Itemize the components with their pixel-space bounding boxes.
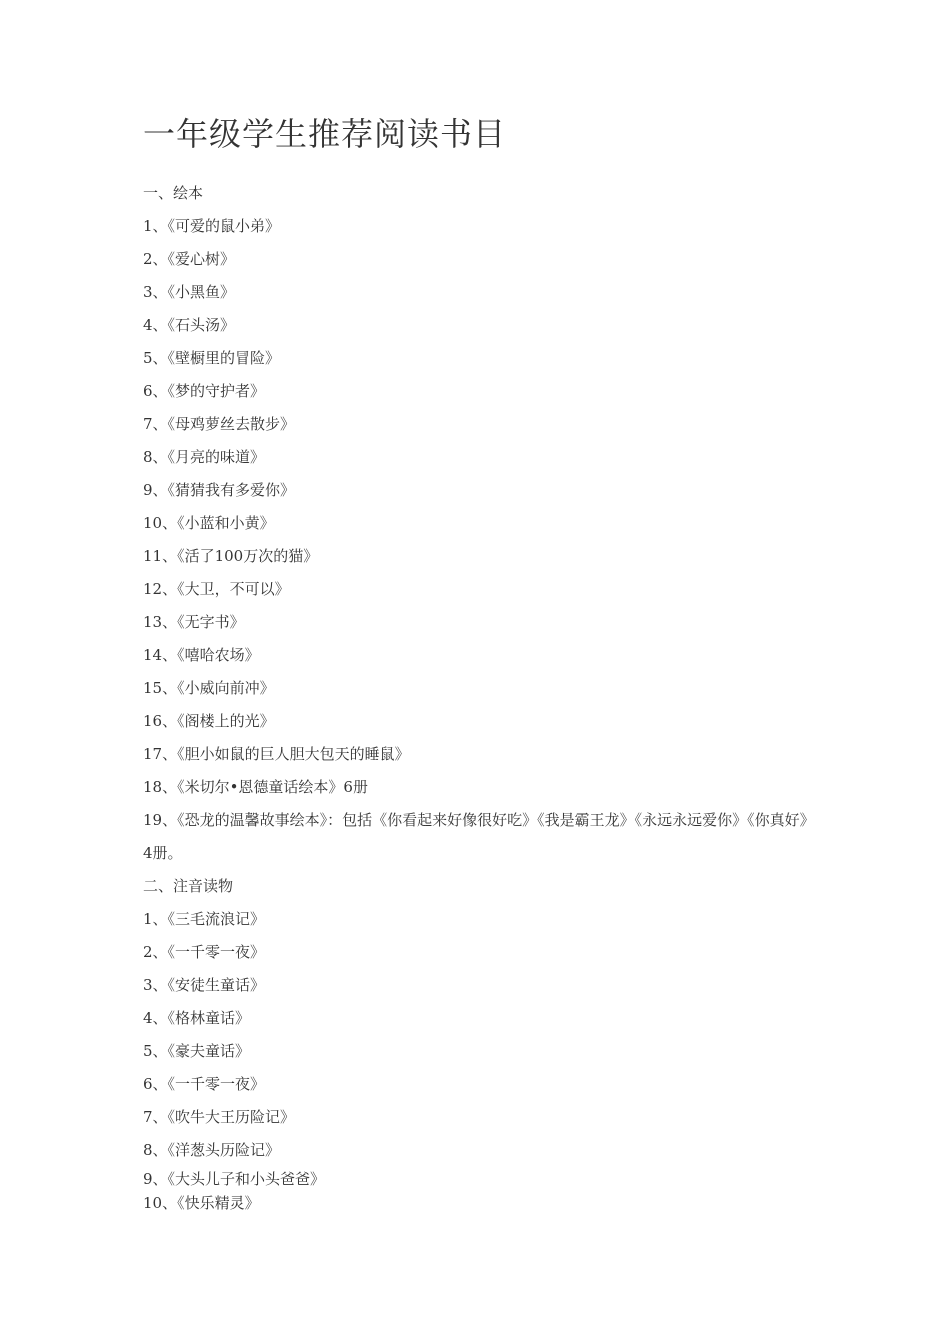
list-item: 19、《恐龙的温馨故事绘本》：包括《你看起来好像很好吃》《我是霸王龙》《永远永远爱你》《你真好》4册。 [143, 811, 815, 862]
list-item: 13、《无字书》 [143, 613, 245, 631]
list-item: 5、《壁橱里的冒险》 [143, 349, 281, 367]
list-item: 1、《可爱的鼠小弟》 [143, 217, 281, 235]
list-item: 2、《爱心树》 [143, 250, 236, 268]
list-item: 6、《梦的守护者》 [143, 382, 266, 400]
list-item: 4、《格林童话》 [143, 1009, 251, 1027]
list-item: 18、《米切尔•恩德童话绘本》6册 [143, 778, 368, 796]
list-item: 3、《安徒生童话》 [143, 976, 266, 994]
list-item: 7、《母鸡萝丝去散步》 [143, 415, 296, 433]
list-item: 5、《豪夫童话》 [143, 1042, 251, 1060]
list-item: 4、《石头汤》 [143, 316, 236, 334]
list-item: 9、《大头儿子和小头爸爸》 [143, 1170, 326, 1188]
section-heading-picture-books: 一、绘本 [143, 184, 204, 202]
list-item: 9、《猜猜我有多爱你》 [143, 481, 296, 499]
list-item: 8、《洋葱头历险记》 [143, 1141, 281, 1159]
document-body [143, 177, 823, 1215]
list-item: 8、《月亮的味道》 [143, 448, 266, 466]
list-item: 1、《三毛流浪记》 [143, 910, 266, 928]
list-item: 16、《阁楼上的光》 [143, 712, 275, 730]
list-item: 15、《小威向前冲》 [143, 679, 275, 697]
list-item: 17、《胆小如鼠的巨人胆大包天的睡鼠》 [143, 745, 410, 763]
document-title: 一年级学生推荐阅读书目 [143, 115, 507, 153]
list-item: 10、《快乐精灵》 [143, 1194, 260, 1212]
list-item: 3、《小黑鱼》 [143, 283, 236, 301]
list-item: 11、《活了100万次的猫》 [143, 547, 319, 565]
list-item: 10、《小蓝和小黄》 [143, 514, 275, 532]
list-item: 7、《吹牛大王历险记》 [143, 1108, 296, 1126]
list-item: 14、《嘻哈农场》 [143, 646, 260, 664]
list-item: 6、《一千零一夜》 [143, 1075, 266, 1093]
list-item: 2、《一千零一夜》 [143, 943, 266, 961]
list-item: 12、《大卫，不可以》 [143, 580, 290, 598]
section-heading-phonetic-readers: 二、注音读物 [143, 877, 234, 895]
